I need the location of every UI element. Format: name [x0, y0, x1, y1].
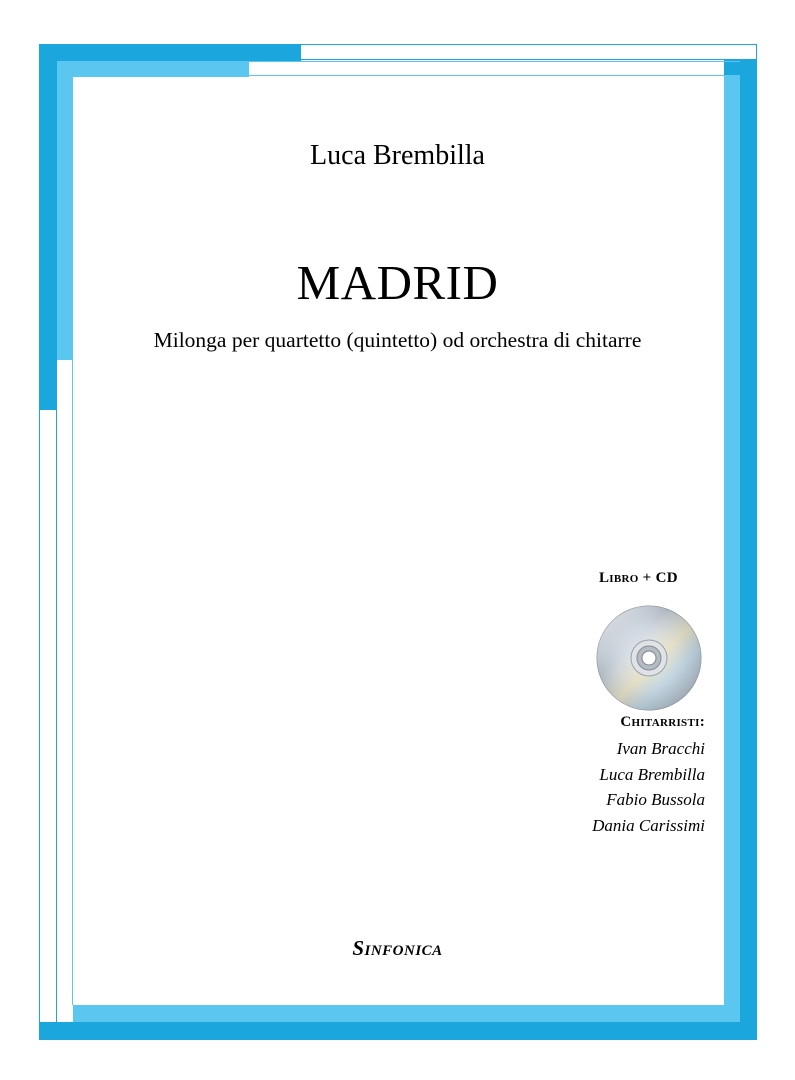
cover-subtitle: Milonga per quartetto (quintetto) od orchestra di chitarre — [153, 328, 642, 352]
list-item: Ivan Bracchi — [616, 739, 705, 758]
format-label: Libro + CD — [599, 570, 678, 586]
frame-line — [249, 61, 740, 76]
guitarists-heading: Chitarristi: — [620, 714, 705, 730]
frame-bar — [57, 61, 249, 77]
list-item: Fabio Bussola — [606, 790, 705, 809]
frame-bar — [57, 61, 73, 360]
frame-line — [39, 410, 57, 1022]
frame-bar — [39, 1022, 757, 1040]
frame-bar — [39, 44, 57, 410]
publisher-logo: Sinfonica — [352, 936, 443, 960]
compact-disc-icon — [595, 604, 703, 712]
frame-bar — [39, 44, 301, 61]
guitarists-list — [545, 736, 705, 838]
list-item: Luca Brembilla — [599, 764, 705, 784]
frame-bar — [724, 76, 740, 1022]
frame-line — [301, 44, 757, 60]
author-name: Luca Brembilla — [310, 140, 485, 171]
list-item: Dania Carissimi — [592, 815, 705, 835]
cover-title: MADRID — [296, 255, 499, 310]
frame-bar — [73, 1005, 740, 1022]
frame-line — [57, 360, 73, 1005]
